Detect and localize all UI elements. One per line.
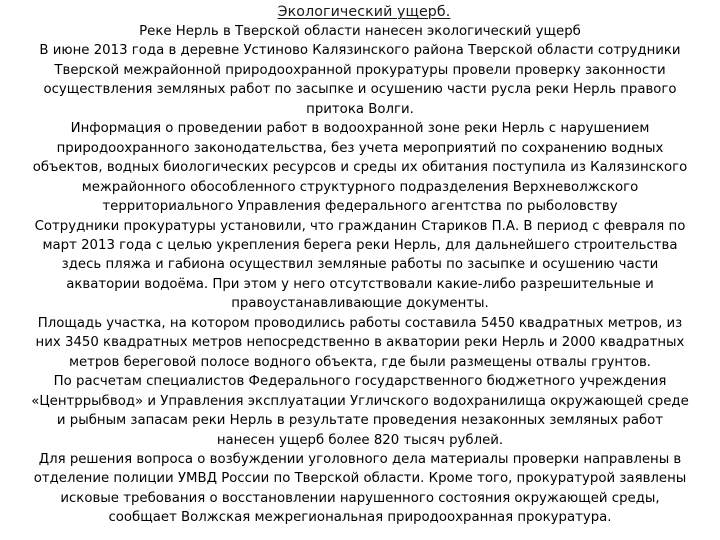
article-paragraph: Сотрудники прокуратуры установили, что гражданин Стариков П.А. В период с февраля по март 2013 года с целью укрепления берега реки Нерль, для дальнейшего строительства здесь пляжа и габиона осуществил земляные работы по засыпке и осушению части акватории водоёма. При этом у него отсутствовали какие-либо разрешительные и правоустанавливающие документы. [34,218,686,312]
article-paragraph: Для решения вопроса о возбуждении уголовного дела материалы проверки направлены в отделение полиции УМВД России по Тверской области. Кроме того, прокуратурой заявлены исковые требования о восстановлении нарушенного состояния окружающей среды, сообщает Волжская межрегиональная природоохранная прокуратура. [33,451,687,526]
article-paragraph: Информация о проведении работ в водоохранной зоне реки Нерль с нарушением природоохранного законодательства, без учета мероприятий по сохранению водных объектов, водных биологических ресурсов и среды их обитания поступила из Калязинского межрайонного обособленного структурного подразделения Верхневолжского территориального Управления федерального агентства по рыболовству [32,121,688,215]
article-paragraph: В июне 2013 года в деревне Устиново Калязинского района Тверской области сотрудники Тверской межрайонной природоохранной прокуратуры провели проверку законности осуществления земляных работ по засыпке и осушению части русла реки Нерль правого притока Волги. [39,43,681,117]
article-paragraph: Площадь участка, на котором проводились работы составила 5450 квадратных метров, из них 3450 квадратных метров непосредственно в акватории реки Нерль и 2000 квадратных метров береговой полосе водного объекта, где были размещены отвалы грунтов. [35,315,685,370]
slide-title: Экологический ущерб. [277,4,451,20]
article-body [28,22,692,528]
article-paragraph: По расчетам специалистов Федерального государственного бюджетного учреждения «Центррыбвод» и Управления эксплуатации Угличского водохранилища окружающей среде и рыбным запасам реки Нерль в результате проведения незаконных земляных работ нанесен ущерб более 820 тысяч рублей. [31,374,689,448]
article-subtitle: Реке Нерль в Тверской области нанесен экологический ущерб [139,24,581,39]
